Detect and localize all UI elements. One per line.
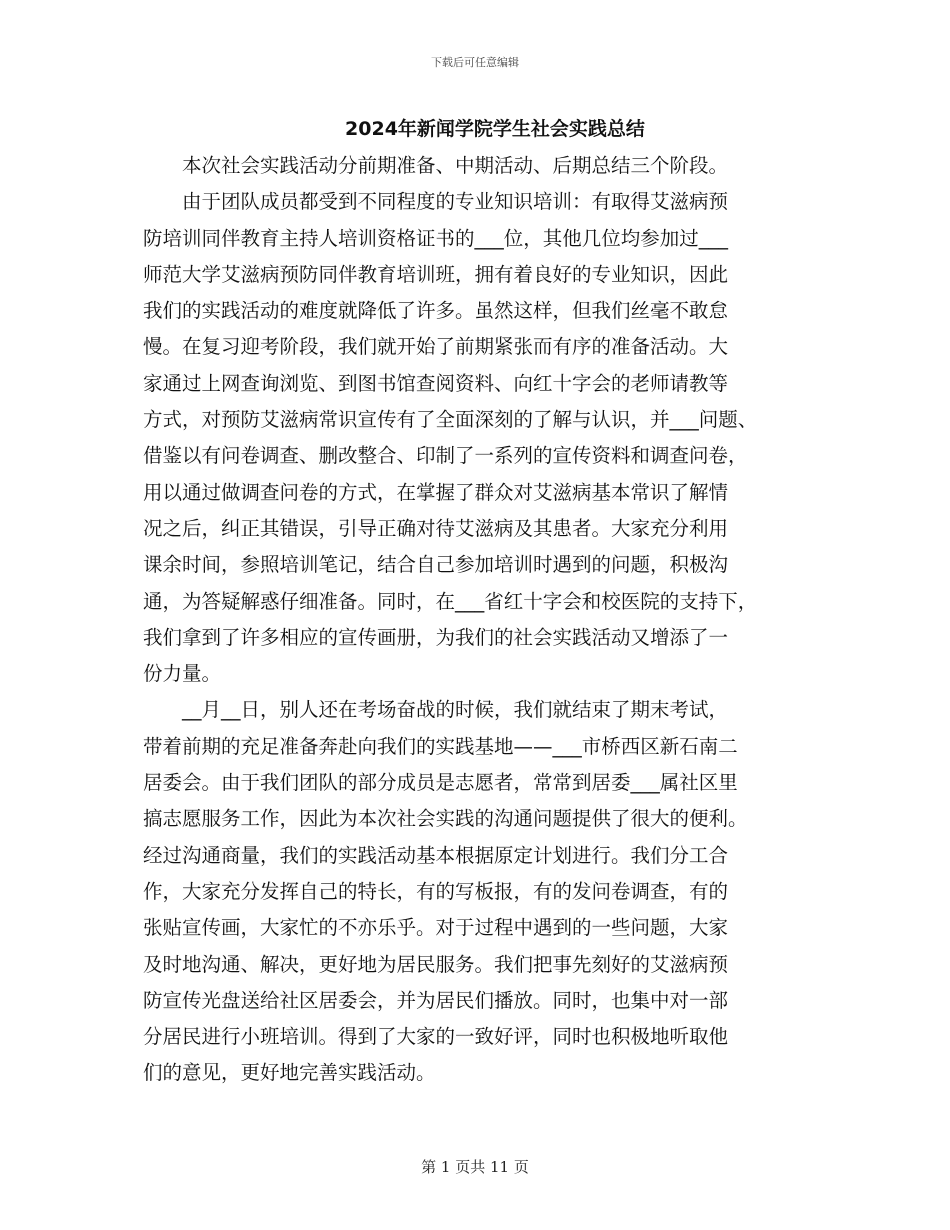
paragraph-line: 作，大家充分发挥自己的特长，有的写板报，有的发问卷调查，有的	[143, 879, 729, 903]
paragraph-line: 况之后，纠正其错误，引导正确对待艾滋病及其患者。大家充分利用	[143, 516, 729, 540]
paragraph-line: 张贴宣传画，大家忙的不亦乐乎。对于过程中遇到的一些问题，大家	[143, 916, 729, 940]
paragraph-line: 份力量。	[143, 662, 222, 686]
paragraph-line: 们的意见，更好地完善实践活动。	[143, 1061, 436, 1085]
paragraph-line: 师范大学艾滋病预防同伴教育培训班，拥有着良好的专业知识，因此	[143, 262, 729, 286]
paragraph-line: 本次社会实践活动分前期准备、中期活动、后期总结三个阶段。	[182, 154, 729, 177]
paragraph-line: 通，为答疑解惑仔细准备。同时，在___省红十字会和校医院的支持下，	[143, 589, 758, 613]
document-body	[143, 148, 828, 1092]
paragraph-line: 防宣传光盘送给社区居委会，并为居民们播放。同时，也集中对一部	[143, 988, 729, 1012]
paragraph-line: 家通过上网查询浏览、到图书馆查阅资料、向红十字会的老师请教等	[143, 371, 729, 395]
paragraph-line: 带着前期的充足准备奔赴向我们的实践基地——___市桥西区新石南二	[143, 734, 738, 758]
paragraph-line: 经过沟通商量，我们的实践活动基本根据原定计划进行。我们分工合	[143, 843, 729, 867]
paragraph-line: 搞志愿服务工作，因此为本次社会实践的沟通问题提供了很大的便利。	[143, 807, 748, 831]
document-title: 2024年新闻学院学生社会实践总结	[345, 118, 645, 140]
paragraph-line: 课余时间，参照培训笔记，结合自己参加培训时遇到的问题，积极沟	[143, 553, 729, 577]
paragraph-line: 我们的实践活动的难度就降低了许多。虽然这样，但我们丝毫不敢怠	[143, 299, 729, 323]
paragraph-line: __月__日，别人还在考场奋战的时候，我们就结束了期末考试，	[182, 698, 729, 722]
paragraph-line: 我们拿到了许多相应的宣传画册，为我们的社会实践活动又增添了一	[143, 625, 729, 649]
paragraph-line: 分居民进行小班培训。得到了大家的一致好评，同时也积极地听取他	[143, 1025, 729, 1049]
page-number: 第 1 页共 11 页	[421, 1158, 529, 1176]
paragraph-line: 方式，对预防艾滋病常识宣传有了全面深刻的了解与认识，并___问题、	[143, 408, 758, 432]
header-note: 下载后可任意编辑	[431, 56, 519, 69]
paragraph-line: 防培训同伴教育主持人培训资格证书的___位，其他几位均参加过___	[143, 226, 729, 250]
paragraph-line: 用以通过做调查问卷的方式，在掌握了群众对艾滋病基本常识了解情	[143, 480, 729, 504]
paragraph-line: 借鉴以有问卷调查、删改整合、印制了一系列的宣传资料和调查问卷，	[143, 444, 748, 468]
paragraph-line: 慢。在复习迎考阶段，我们就开始了前期紧张而有序的准备活动。大	[143, 335, 729, 359]
paragraph-line: 及时地沟通、解决，更好地为居民服务。我们把事先刻好的艾滋病预	[143, 952, 729, 976]
paragraph-line: 由于团队成员都受到不同程度的专业知识培训：有取得艾滋病预	[182, 190, 729, 214]
paragraph-line: 居委会。由于我们团队的部分成员是志愿者，常常到居委___属社区里	[143, 771, 738, 795]
